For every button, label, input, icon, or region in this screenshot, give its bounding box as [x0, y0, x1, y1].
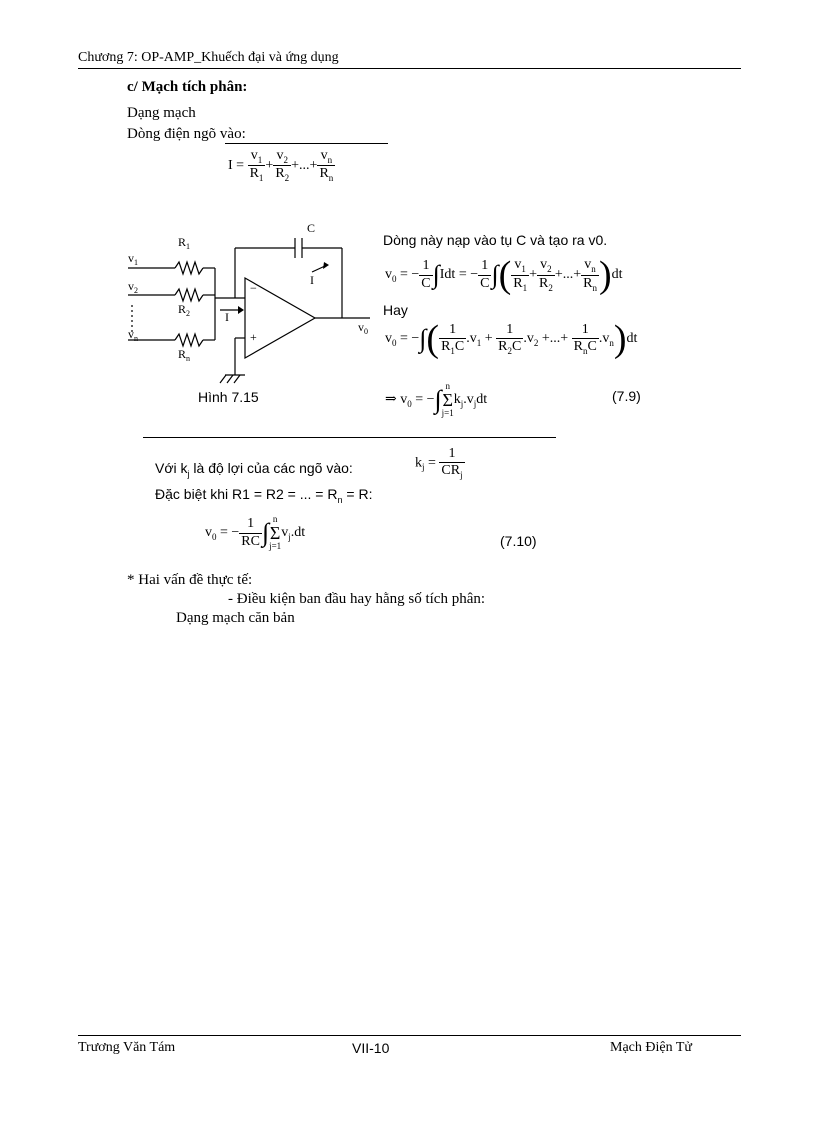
label-r1: $R_1$ [178, 235, 191, 251]
label-c: C [307, 221, 316, 235]
text-special-case: Đặc biệt khi R1 = R2 = ... = $R_n = R$: [155, 486, 373, 505]
text-gain-definition: Với $k_j$ là độ lợi của các ngõ vào: [155, 460, 353, 479]
text-dang-mach: Dạng mạch [127, 105, 196, 121]
text-underline [225, 143, 388, 144]
label-vn: $v_n$ [128, 327, 138, 343]
page-header: Chương 7: OP-AMP_Khuếch đại và ứng dụng [78, 50, 339, 65]
figure-caption: Hình 7.15 [198, 389, 259, 405]
eq-i-lhs: I = [228, 157, 245, 173]
note-basic-circuit: Dạng mạch căn bản [176, 610, 295, 626]
footer-rule [78, 1035, 741, 1036]
footer-page-number: VII-10 [352, 1040, 390, 1056]
equation-input-current: I = $\frac{v_1}{R_1}$ + $\frac{v_2}{R_2}$ +...+ $\frac{v_n}{R_n}$ [228, 148, 334, 183]
label-v1: $v_1$ [128, 251, 138, 267]
label-i-in: I [225, 310, 229, 324]
frac-v2-r2: $\frac{v_2}{R_2}$ [275, 148, 290, 183]
label-v2: $v_2$ [128, 279, 138, 295]
frac-v1-r1: $\frac{v_1}{R_1}$ [249, 148, 264, 183]
label-i-cap: I [310, 273, 314, 287]
equation-v0-equal-r: $v_0$ = − $\frac{1}{RC}$ ∫ n Σ $j=1v_j.dt$ [205, 514, 306, 551]
label-rn: $R_n$ [178, 347, 191, 363]
note-practical-issues: * Hai vấn đề thực tế: [127, 572, 253, 588]
equation-v0-sum: ⇒ $v_0$ = −∫ n Σ $j=1k_j.v_jdt$ [385, 381, 488, 418]
footer-author: Trương Văn Tám [78, 1040, 176, 1055]
footer-book-title: Mạch Điện Tử [610, 1040, 692, 1055]
label-plus: + [250, 330, 257, 344]
header-rule [78, 68, 741, 69]
figure-divider [143, 437, 556, 438]
text-hay: Hay [383, 302, 408, 318]
label-vout: $v_0$ [358, 320, 368, 336]
label-r2: $R_2$ [178, 302, 191, 318]
text-charging: Dòng này nạp vào tụ C và tạo ra v0. [383, 232, 608, 248]
equation-v0-integral: $v_0$ = − $\frac{1}{C}$ ∫Idt = − $\frac{1}{C}$ ∫( $\frac{v_1}{R_1}$ + $\frac{v_2}{R_2}$ +...+ $\frac{v_n}{R_n}$ )dt [385, 254, 623, 296]
equation-number-7-10: (7.10) [500, 533, 537, 549]
equation-number-7-9: (7.9) [612, 388, 641, 404]
section-heading: c/ Mạch tích phân: [127, 79, 248, 95]
label-minus: − [250, 281, 257, 295]
equation-kj: $k_j$ = $\frac{1}{CR_j}$ [415, 446, 463, 480]
text-dong-dien-ngo-vao: Dòng điện ngõ vào: [127, 126, 246, 142]
note-initial-condition: - Điều kiện ban đầu hay hằng số tích phân: [228, 591, 486, 607]
frac-vn-rn: $\frac{v_n}{R_n}$ [319, 148, 334, 183]
equation-v0-weighted: $v_0$ = −∫( $\frac{1}{R_1C}$ $.v_1$ + $\frac{1}{R_2C}$ $.v_2$ +...+ $\frac{1}{R_nC}$ $.v_n)dt$ [385, 318, 638, 360]
